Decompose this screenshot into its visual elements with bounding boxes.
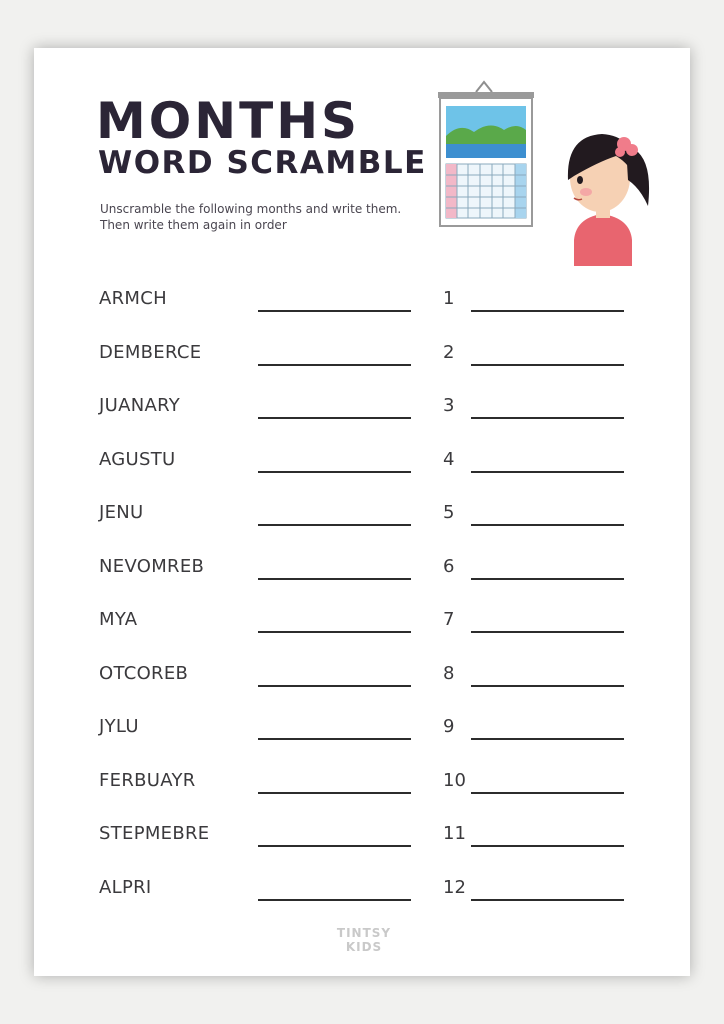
list-item — [34, 552, 690, 582]
list-item — [34, 338, 690, 368]
order-number: 9 — [443, 716, 455, 737]
title-word-scramble: WORD SCRAMBLE — [98, 145, 427, 181]
list-item — [34, 873, 690, 903]
worksheet-page — [34, 48, 690, 976]
order-answer-line[interactable] — [471, 471, 624, 473]
answer-line[interactable] — [258, 471, 411, 473]
scrambled-word: DEMBERCE — [99, 341, 202, 363]
order-number: 12 — [443, 876, 466, 898]
answer-line[interactable] — [258, 899, 411, 901]
order-number: 8 — [443, 662, 455, 684]
order-answer-line[interactable] — [471, 685, 624, 687]
list-item — [34, 498, 690, 528]
order-number: 2 — [443, 341, 455, 363]
wall-calendar-icon — [438, 82, 534, 226]
scrambled-word: JYLU — [99, 716, 139, 737]
order-number: 11 — [443, 823, 466, 844]
scrambled-word: MYA — [99, 609, 138, 630]
order-answer-line[interactable] — [471, 364, 624, 366]
order-number: 7 — [443, 609, 455, 630]
list-item — [34, 766, 690, 796]
brand-logo — [324, 926, 404, 962]
logo-line2: KIDS — [345, 940, 383, 954]
order-number: 3 — [443, 395, 455, 416]
list-item — [34, 712, 690, 742]
scrambled-word: FERBUAYR — [99, 769, 196, 791]
order-answer-line[interactable] — [471, 899, 624, 901]
answer-line[interactable] — [258, 631, 411, 633]
girl-icon — [568, 134, 649, 266]
instructions-text: Unscramble the following months and write them. Then write them again in order — [100, 202, 402, 232]
scrambled-word: ARMCH — [99, 288, 167, 309]
list-item — [34, 284, 690, 314]
list-item — [34, 819, 690, 849]
answer-line[interactable] — [258, 685, 411, 687]
answer-line[interactable] — [258, 417, 411, 419]
list-item — [34, 659, 690, 689]
order-answer-line[interactable] — [471, 631, 624, 633]
answer-line[interactable] — [258, 310, 411, 312]
answer-line[interactable] — [258, 845, 411, 847]
order-answer-line[interactable] — [471, 792, 624, 794]
scrambled-word: NEVOMREB — [99, 555, 205, 577]
order-number: 4 — [443, 448, 455, 470]
order-answer-line[interactable] — [471, 578, 624, 580]
calendar-girl-illustration — [434, 80, 654, 270]
order-number: 5 — [443, 502, 455, 523]
scrambled-word: JUANARY — [99, 395, 181, 416]
order-answer-line[interactable] — [471, 845, 624, 847]
order-answer-line[interactable] — [471, 524, 624, 526]
scrambled-word: ALPRI — [99, 876, 152, 898]
order-number: 6 — [443, 555, 455, 577]
answer-line[interactable] — [258, 524, 411, 526]
order-number: 1 — [443, 288, 455, 309]
logo-line1: TINTSY — [336, 926, 392, 940]
list-item — [34, 605, 690, 635]
order-answer-line[interactable] — [471, 310, 624, 312]
scrambled-word: AGUSTU — [99, 448, 176, 470]
list-item — [34, 391, 690, 421]
scrambled-word: OTCOREB — [99, 662, 189, 684]
list-item — [34, 445, 690, 475]
answer-line[interactable] — [258, 578, 411, 580]
scrambled-word: JENU — [99, 502, 144, 523]
order-answer-line[interactable] — [471, 417, 624, 419]
order-number: 10 — [443, 769, 466, 791]
order-answer-line[interactable] — [471, 738, 624, 740]
answer-line[interactable] — [258, 364, 411, 366]
answer-line[interactable] — [258, 738, 411, 740]
scrambled-word: STEPMEBRE — [99, 823, 210, 844]
title-months: MONTHS — [96, 92, 361, 150]
answer-line[interactable] — [258, 792, 411, 794]
